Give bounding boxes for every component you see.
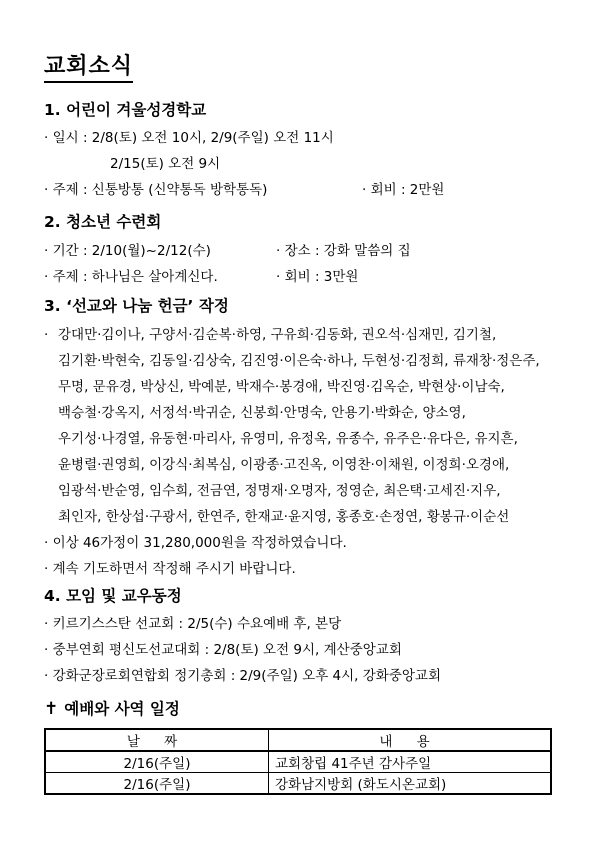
s3-names-line: 무명, 문유경, 박상신, 박예분, 박재수·봉경애, 박진영·김옥순, 박현상·이남숙, — [58, 379, 505, 395]
s2-period: · 기간 : 2/10(월)~2/12(수) — [44, 243, 211, 259]
col-content-header: 내 용 — [269, 729, 552, 751]
s3-bullet: · — [44, 327, 49, 343]
s3-request: · 계속 기도하면서 작정해 주시기 바랍니다. — [44, 561, 296, 577]
s3-names-line: 윤병렬·권영희, 이강식·최복심, 이광종·고진옥, 이영찬·이채원, 이정희·오경애, — [58, 457, 510, 473]
s3-names-line: 최인자, 한상섭·구광서, 한연주, 한재교·윤지영, 홍종호·손정연, 황봉규·이순선 — [58, 509, 510, 525]
worship-heading-text: 예배와 사역 일정 — [64, 700, 180, 718]
s3-names-line: 우기성·나경열, 유동현·마리사, 유영미, 유정옥, 유종수, 유주은·유다은, 유지흔, — [58, 431, 518, 447]
schedule-table — [44, 728, 552, 795]
row-content: 교회창립 41주년 감사주일 — [269, 751, 552, 773]
section-2-heading: 2. 청소년 수련회 — [44, 213, 162, 231]
section-4-heading: 4. 모임 및 교우동정 — [44, 587, 182, 605]
table-row — [45, 773, 551, 795]
s3-names-line: 임광석·반순영, 임수희, 전금연, 정명재·오명자, 정영순, 최은택·고세진·지우, — [58, 483, 501, 499]
row-date: 2/16(주일) — [45, 751, 269, 773]
col-date-header: 날 짜 — [45, 729, 269, 751]
section-1-heading: 1. 어린이 겨울성경학교 — [44, 101, 207, 119]
s3-names-line: 김기환·박현숙, 김동일·김상숙, 김진영·이은숙·하나, 두현성·김정희, 류재창·정은주, — [58, 353, 540, 369]
s1-schedule: · 일시 : 2/8(토) 오전 10시, 2/9(주일) 오전 11시 — [44, 130, 334, 146]
s3-total: · 이상 46가정이 31,280,000원을 작정하였습니다. — [44, 535, 347, 551]
s1-theme: · 주제 : 신통방통 (신약통독 방학통독) — [44, 182, 268, 198]
table-row — [45, 751, 551, 773]
s4-item: · 중부연회 평신도선교대회 : 2/8(토) 오전 9시, 계산중앙교회 — [44, 642, 402, 658]
s3-names-line: 강대만·김이나, 구양서·김순복·하영, 구유희·김동화, 권오석·심재민, 김기철, — [58, 327, 497, 343]
s2-place: · 장소 : 강화 말씀의 집 — [276, 243, 411, 259]
s2-theme: · 주제 : 하나님은 살아계신다. — [44, 269, 218, 285]
section-3-heading: 3. ‘선교와 나눔 헌금’ 작정 — [44, 297, 229, 315]
s4-item: · 강화군장로회연합회 정기총회 : 2/9(주일) 오후 4시, 강화중앙교회 — [44, 668, 442, 684]
s4-item: · 키르기스스탄 선교회 : 2/5(수) 수요예배 후, 본당 — [44, 616, 342, 632]
worship-heading — [44, 699, 180, 719]
s1-fee: · 회비 : 2만원 — [362, 182, 445, 198]
row-content: 강화남지방회 (화도시온교회) — [269, 773, 552, 795]
s1-schedule-2: 2/15(토) 오전 9시 — [110, 156, 221, 172]
cross-icon: ✝ — [44, 699, 59, 719]
table-header-row — [45, 729, 551, 751]
row-date: 2/16(주일) — [45, 773, 269, 795]
page-title: 교회소식 — [44, 54, 133, 83]
s2-fee: · 회비 : 3만원 — [276, 269, 359, 285]
s3-names-line: 백승철·강옥지, 서정석·박귀순, 신봉희·안명숙, 안용기·박화순, 양소영, — [58, 405, 466, 421]
